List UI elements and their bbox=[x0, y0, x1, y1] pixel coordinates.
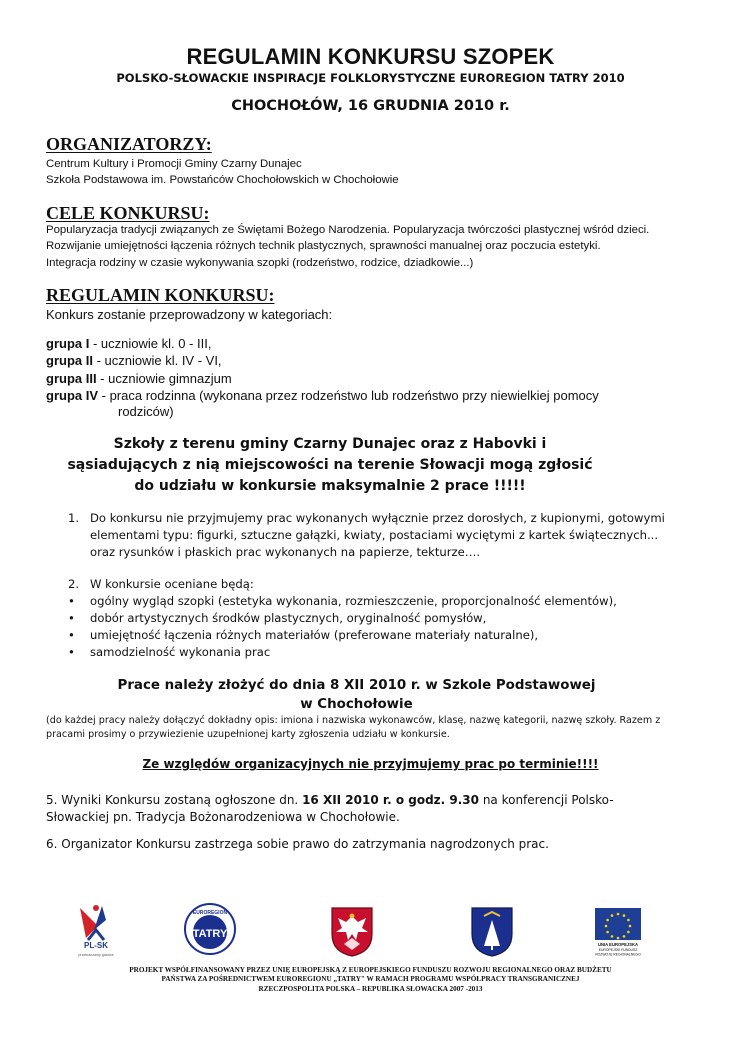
eu-flag-icon bbox=[593, 907, 643, 957]
group-text: - uczniowie kl. 0 - III, bbox=[89, 336, 212, 351]
deadline-note: pracami prosimy o przywiezienie uzupełnionej karty zgłoszenia udziału w konkursie. bbox=[46, 729, 450, 740]
svg-text:EUROREGION: EUROREGION bbox=[192, 910, 228, 916]
eu-logo bbox=[593, 907, 643, 957]
svg-text:TATRY: TATRY bbox=[192, 928, 228, 940]
tatry-euroregion-logo bbox=[183, 902, 237, 956]
item-text: Do konkursu nie przyjmujemy prac wykonanych wyłącznie przez dorosłych, z kupionymi, gotowymi bbox=[90, 511, 665, 525]
results-text: 5. Wyniki Konkursu zostaną ogłoszone dn. bbox=[46, 793, 303, 807]
deadline-note: (do każdej pracy należy dołączyć dokładny opis: imiona i nazwiska wykonawców, klasę, nazwę kategorii, nazwę szkoły. Razem z bbox=[46, 715, 661, 726]
results-date: 16 XII 2010 r. o godz. 9.30 bbox=[302, 793, 479, 807]
bullet-text: dobór artystycznych środków plastycznych, oryginalność pomysłów, bbox=[90, 611, 487, 625]
group-row bbox=[46, 352, 222, 369]
bullet-text: samodzielność wykonania prac bbox=[90, 645, 271, 659]
group-text: - uczniowie gimnazjum bbox=[96, 371, 232, 386]
rules-heading: REGULAMIN KONKURSU: bbox=[46, 285, 275, 305]
group-label: grupa III bbox=[46, 371, 97, 386]
notice-line: sąsiadujących z nią miejscowości na terenie Słowacji mogą zgłosić bbox=[67, 457, 593, 473]
group-row bbox=[46, 387, 599, 404]
notice-line: Szkoły z terenu gminy Czarny Dunajec oraz z Habovki i bbox=[113, 436, 547, 452]
svg-text:ROZWOJU REGIONALNEGO: ROZWOJU REGIONALNEGO bbox=[595, 952, 641, 957]
rules-intro: Konkurs zostanie przeprowadzony w kategoriach: bbox=[46, 307, 333, 322]
group-label: grupa IV bbox=[46, 388, 99, 403]
group-row bbox=[46, 335, 211, 352]
notice-line: do udziału w konkursie maksymalnie 2 prace !!!!! bbox=[134, 478, 526, 494]
deadline-line: Prace należy złożyć do dnia 8 XII 2010 r. w Szkole Podstawowej bbox=[117, 678, 596, 693]
list-item bbox=[68, 510, 665, 527]
item-text: W konkursie oceniane będą: bbox=[90, 577, 254, 591]
footer-line: RZECZPOSPOLITA POLSKA – REPUBLIKA SŁOWACKA 2007 -2013 bbox=[258, 985, 483, 993]
footer-line: PAŃSTWA ZA POŚREDNICTWEM EUROREGIONU „TATRY" W RAMACH PROGRAMU WSPÓŁPRACY TRANSGRANICZNEJ bbox=[161, 975, 580, 983]
late-submission-warning: Ze względów organizacyjnych nie przyjmujemy prac po terminie!!!! bbox=[142, 757, 599, 771]
bullet-item bbox=[68, 610, 486, 627]
group-row bbox=[46, 370, 232, 387]
item-number: 1. bbox=[68, 511, 80, 525]
item-number: 2. bbox=[68, 577, 80, 591]
svg-text:przekraczamy granice: przekraczamy granice bbox=[78, 953, 114, 957]
organizer-line: Centrum Kultury i Promocji Gminy Czarny Dunajec bbox=[46, 158, 302, 170]
coat-of-arms-eagle-icon bbox=[330, 906, 374, 958]
tatry-logo-icon bbox=[183, 902, 237, 956]
item-continuation: oraz rysunków i płaskich prac wykonanych na papierze, tekturze…. bbox=[90, 545, 481, 559]
organizer-line: Szkoła Podstawowa im. Powstańców Chochołowskich w Chochołowie bbox=[46, 174, 399, 186]
item-continuation: elementami typu: figurki, sztuczne gałązki, kwiaty, postaciami wyciętymi z kartek świątecznych... bbox=[90, 528, 659, 542]
svg-text:PL-SK: PL-SK bbox=[84, 941, 108, 950]
bullet-item bbox=[68, 593, 617, 610]
bullet-item bbox=[68, 627, 538, 644]
coat-of-arms-tree-icon bbox=[470, 906, 514, 958]
footer-line: PROJEKT WSPÓŁFINANSOWANY PRZEZ UNIĘ EUROPEJSKĄ Z EUROPEJSKIEGO FUNDUSZU ROZWOJU REGIONALNEGO ORAZ BUDŻETU bbox=[129, 966, 612, 974]
svg-text:UNIA EUROPEJSKA: UNIA EUROPEJSKA bbox=[597, 942, 639, 947]
place-and-date: CHOCHOŁÓW, 16 GRUDNIA 2010 r. bbox=[231, 98, 510, 114]
group-text: - uczniowie kl. IV - VI, bbox=[92, 353, 222, 368]
czarny-dunajec-coat-of-arms bbox=[330, 906, 374, 958]
goal-line: Integracja rodziny w czasie wykonywania szopki (rodzeństwo, rodzice, dziadkowie...) bbox=[46, 257, 474, 269]
bullet-icon: • bbox=[68, 594, 75, 608]
document-subtitle: POLSKO-SŁOWACKIE INSPIRACJE FOLKLORYSTYCZNE EUROREGION TATRY 2010 bbox=[116, 71, 625, 85]
bullet-item bbox=[68, 644, 270, 661]
goals-heading: CELE KONKURSU: bbox=[46, 203, 210, 223]
bullet-icon: • bbox=[68, 628, 75, 642]
list-item bbox=[68, 576, 254, 593]
group-label: grupa I bbox=[46, 336, 90, 351]
bullet-icon: • bbox=[68, 611, 75, 625]
organizers-heading: ORGANIZATORZY: bbox=[46, 134, 212, 154]
results-continuation: Słowackiej pn. Tradycja Bożonarodzeniowa w Chochołowie. bbox=[46, 810, 400, 824]
bullet-icon: • bbox=[68, 645, 75, 659]
results-text: na konferencji Polsko- bbox=[479, 793, 614, 807]
plsk-logo bbox=[66, 900, 126, 960]
group-text: - praca rodzinna (wykonana przez rodzeństwo lub rodzeństwo przy niewielkiej pomocy bbox=[98, 388, 599, 403]
svg-text:EUROPEJSKI FUNDUSZ: EUROPEJSKI FUNDUSZ bbox=[598, 948, 638, 952]
chocholow-coat-of-arms bbox=[470, 906, 514, 958]
goal-line: Rozwijanie umiejętności łączenia różnych technik plastycznych, sprawności manualnej oraz poczucia estetyki. bbox=[46, 240, 601, 252]
bullet-text: umiejętność łączenia różnych materiałów (preferowane materiały naturalne), bbox=[90, 628, 539, 642]
group-continuation: rodziców) bbox=[118, 404, 174, 419]
document-title: REGULAMIN KONKURSU SZOPEK bbox=[186, 44, 555, 69]
deadline-line: w Chochołowie bbox=[300, 697, 413, 712]
plsk-logo-icon bbox=[66, 900, 126, 960]
reservation-paragraph: 6. Organizator Konkursu zastrzega sobie prawo do zatrzymania nagrodzonych prac. bbox=[46, 837, 549, 851]
bullet-text: ogólny wygląd szopki (estetyka wykonania, rozmieszczenie, proporcjonalność elementów), bbox=[90, 594, 617, 608]
goal-line: Popularyzacja tradycji związanych ze Świętami Bożego Narodzenia. Popularyzacja twórczości plastycznej wśród dzieci. bbox=[46, 224, 650, 236]
group-label: grupa II bbox=[46, 353, 93, 368]
